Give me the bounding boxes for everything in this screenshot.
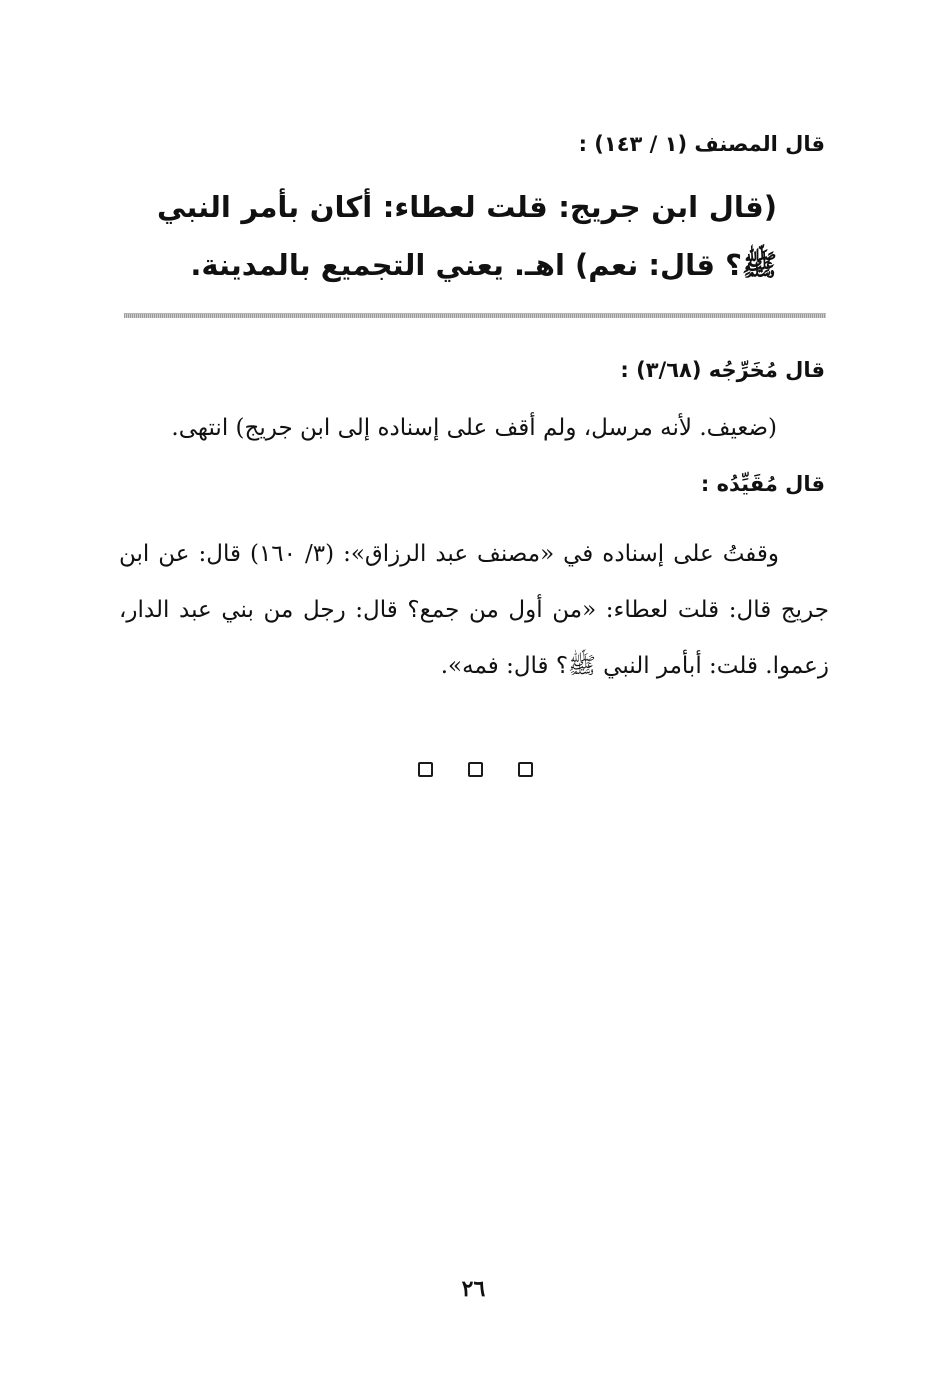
muqayyid-paragraph bbox=[119, 526, 829, 694]
end-square-icon bbox=[468, 762, 483, 777]
page-number: ٢٦ bbox=[461, 1276, 486, 1302]
end-square-icon bbox=[518, 762, 533, 777]
section-divider bbox=[124, 313, 826, 318]
end-square-icon bbox=[418, 762, 433, 777]
section-heading-takhrij: قال مُخَرِّجُه (٣/٦٨) : bbox=[620, 358, 825, 382]
takhrij-paragraph: (ضعيف. لأنه مرسل، ولم أقف على إسناده إلى ابن جريج) انتهى. bbox=[171, 415, 777, 441]
muqayyid-text: وقفتُ على إسناده في «مصنف عبد الرزاق»: (٣/ ١٦٠) قال: عن ابن جريج قال: قلت لعطاء: «من أول من جمع؟ قال: رجل من بني عبد الدار، زعموا. قلت: أبأمر النبي ﷺ؟ قال: فمه». bbox=[119, 541, 829, 679]
section-end-marks bbox=[418, 762, 533, 777]
author-quote-paragraph: (قال ابن جريج: قلت لعطاء: أكان بأمر النبي ﷺ؟ قال: نعم) اهـ. يعني التجميع بالمدينة. bbox=[157, 190, 777, 282]
section-heading-muqayyid: قال مُقَيِّدُه : bbox=[700, 472, 825, 496]
section-heading-author: قال المصنف (١ / ١٤٣) : bbox=[578, 132, 825, 156]
